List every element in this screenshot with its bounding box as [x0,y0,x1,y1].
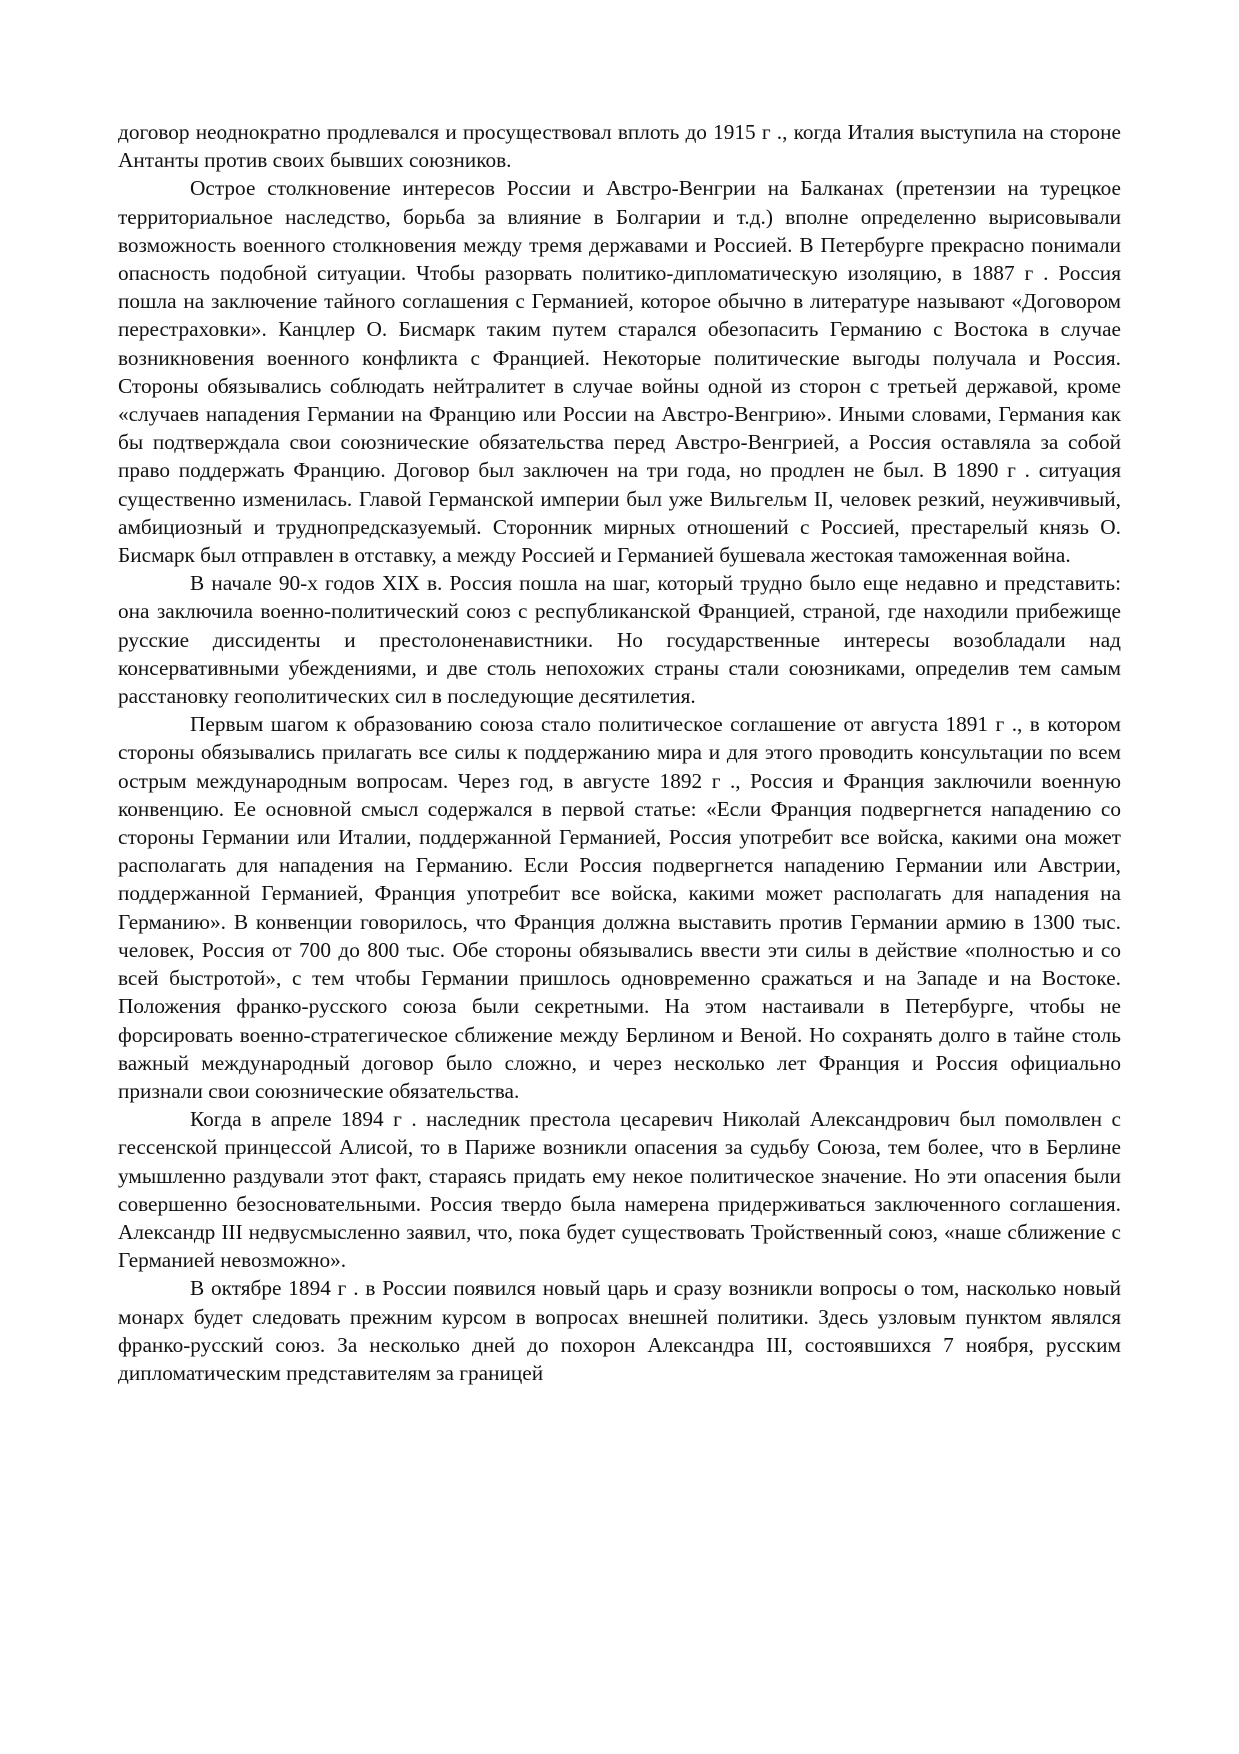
paragraph-2: Острое столкновение интересов России и Австро-Венгрии на Балканах (претензии на турецкое территориальное наследство, борьба за влияние в Болгарии и т.д.) вполне определенно вырисовывали возможность военного столкновения между тремя державами и Россией. В Петербурге прекрасно понимали опасность подобной ситуации. Чтобы разорвать политико-дипломатическую изоляцию, в 1887 г . Россия пошла на заключение тайного соглашения с Германией, которое обычно в литературе называют «Договором перестраховки». Канцлер О. Бисмарк таким путем старался обезопасить Германию с Востока в случае возникновения военного конфликта с Францией. Некоторые политические выгоды получала и Россия. Стороны обязывались соблюдать нейтралитет в случае войны одной из сторон с третьей державой, кроме «случаев нападения Германии на Францию или России на Австро-Венгрию». Иными словами, Германия как бы подтверждала свои союзнические обязательства перед Австро-Венгрией, а Россия оставляла за собой право поддержать Францию. Договор был заключен на три года, но продлен не был. В 1890 г . ситуация существенно изменилась. Главой Германской империи был уже Вильгельм II, человек резкий, неуживчивый, амбициозный и труднопредсказуемый. Сторонник мирных отношений с Россией, престарелый князь О. Бисмарк был отправлен в отставку, а между Россией и Германией бушевала жестокая таможенная война. [118,176,1121,568]
document-page [118,118,1121,1387]
paragraph-3: В начале 90-х годов XIX в. Россия пошла на шаг, который трудно было еще недавно и представить: она заключила военно-политический союз с республиканской Францией, страной, где находили прибежище русские диссиденты и престолоненавистники. Но государственные интересы возобладали над консервативными убеждениями, и две столь непохожих страны стали союзниками, определив тем самым расстановку геополитических сил в последующие десятилетия. [118,571,1121,709]
paragraph-5: Когда в апреле 1894 г . наследник престола цесаревич Николай Александрович был помолвлен с гессенской принцессой Алисой, то в Париже возникли опасения за судьбу Союза, тем более, что в Берлине умышленно раздували этот факт, стараясь придать ему некое политическое значение. Но эти опасения были совершенно безосновательными. Россия твердо была намерена придерживаться заключенного соглашения. Александр III недвусмысленно заявил, что, пока будет существовать Тройственный союз, «наше сближение с Германией невозможно». [118,1107,1121,1273]
paragraph-4: Первым шагом к образованию союза стало политическое соглашение от августа 1891 г ., в котором стороны обязывались прилагать все силы к поддержанию мира и для этого проводить консультации по всем острым международным вопросам. Через год, в августе 1892 г ., Россия и Франция заключили военную конвенцию. Ее основной смысл содержался в первой статье: «Если Франция подвергнется нападению со стороны Германии или Италии, поддержанной Германией, Россия употребит все войска, какими она может располагать для нападения на Германию. Если Россия подвергнется нападению Германии или Австрии, поддержанной Германией, Франция употребит все войска, какими может располагать для нападения на Германию». В конвенции говорилось, что Франция должна выставить против Германии армию в 1300 тыс. человек, Россия от 700 до 800 тыс. Обе стороны обязывались ввести эти силы в действие «полностью и со всей быстротой», с тем чтобы Германии пришлось одновременно сражаться и на Западе и на Востоке. Положения франко-русского союза были секретными. На этом настаивали в Петербурге, чтобы не форсировать военно-стратегическое сближение между Берлином и Веной. Но сохранять долго в тайне столь важный международный договор было сложно, и через несколько лет Франция и Россия официально признали свои союзнические обязательства. [118,712,1121,1103]
paragraph-6: В октябре 1894 г . в России появился новый царь и сразу возникли вопросы о том, насколько новый монарх будет следовать прежним курсом в вопросах внешней политики. Здесь узловым пунктом являлся франко-русский союз. За несколько дней до похорон Александра III, состоявшихся 7 ноября, русским дипломатическим представителям за границей [118,1276,1121,1385]
paragraph-1: договор неоднократно продлевался и просуществовал вплоть до 1915 г ., когда Италия выступила на стороне Антанты против своих бывших союзников. [118,120,1121,173]
